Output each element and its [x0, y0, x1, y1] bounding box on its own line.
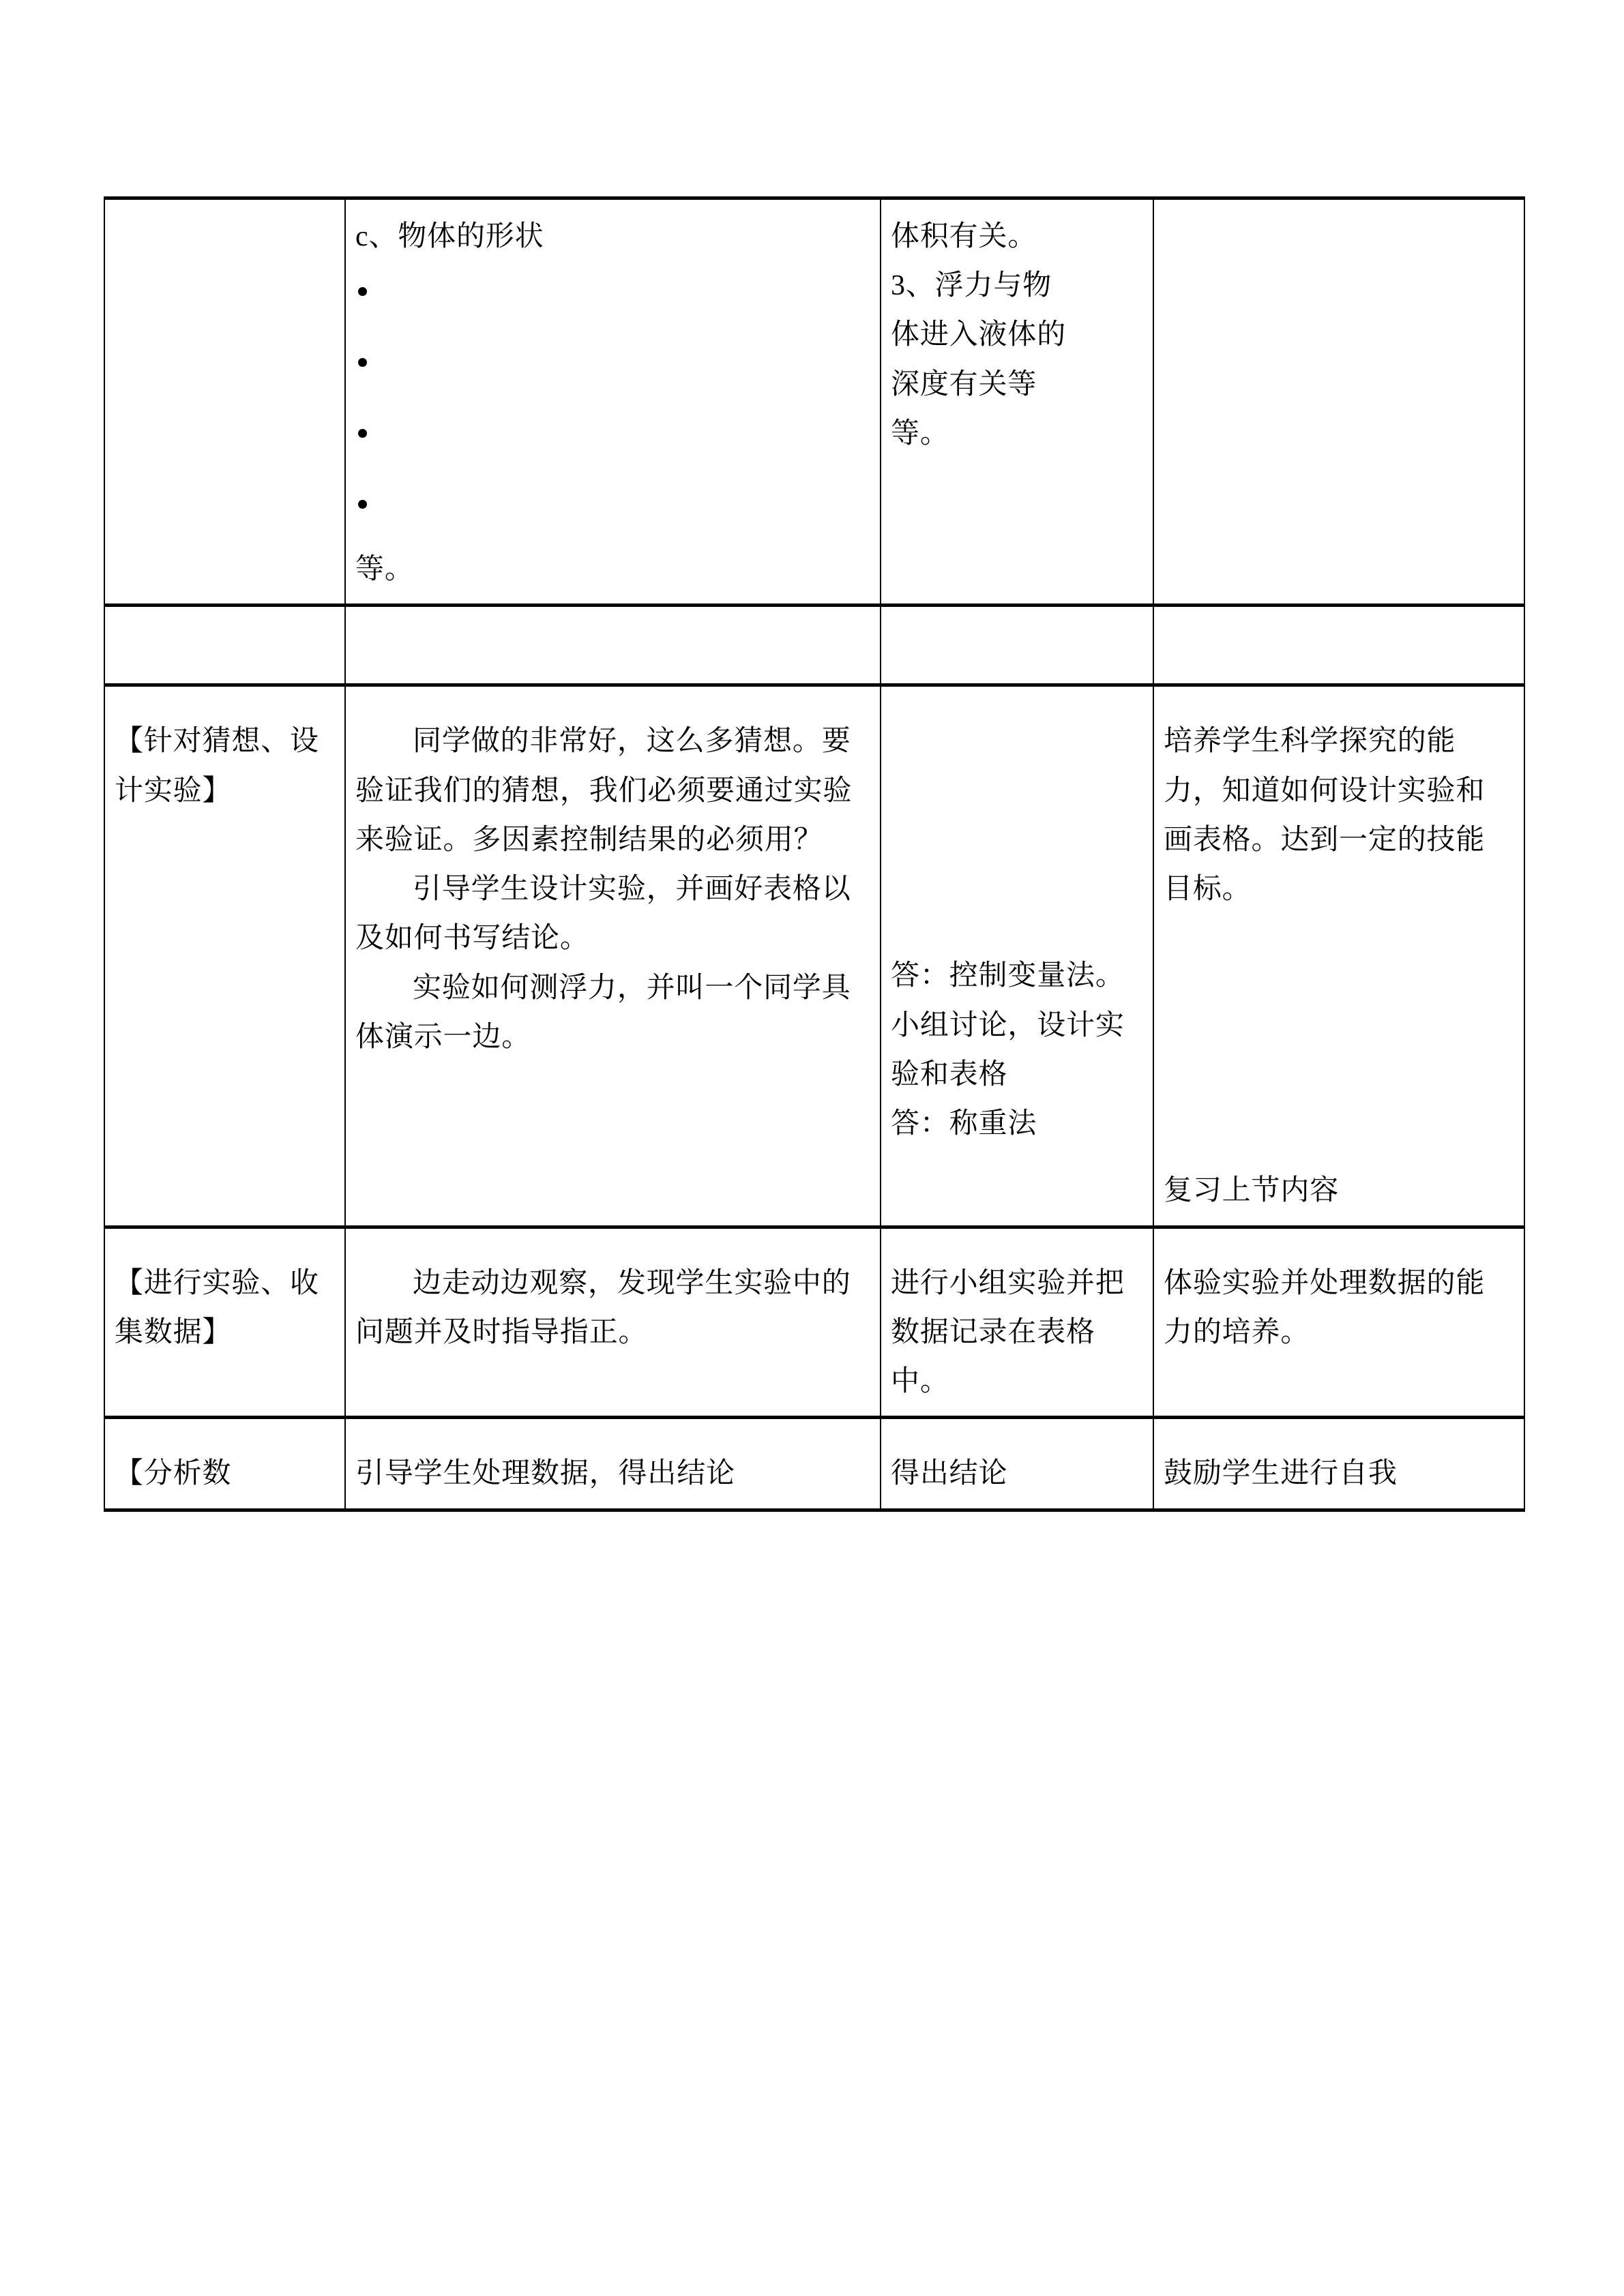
spacer: [891, 699, 1143, 904]
spacer: [891, 1241, 1143, 1259]
cell-stage-blank: [104, 606, 345, 685]
teacher-paragraph-1: 同学做的非常好，这么多猜想。要验证我们的猜想，我们必须要通过实验来验证。多因素控制结果的必须用？: [355, 726, 853, 856]
cell-teacher-continuation: [345, 198, 881, 606]
cell-teacher-do-experiment: [345, 1227, 881, 1418]
table-row: [104, 1227, 1524, 1418]
cell-student-continuation: [881, 198, 1153, 606]
teacher-paragraph-2: 引导学生设计实验，并画好表格以及如何书写结论。: [355, 874, 851, 955]
spacer: [1164, 914, 1514, 1118]
cell-teacher-guess-design: [345, 685, 881, 1227]
teacher-text-do-experiment: 边走动边观察，发现学生实验中的问题并及时指导指正。: [355, 1267, 851, 1348]
stage-label-do-experiment: 【进行实验、收集数据】: [115, 1267, 319, 1348]
spacer: [1164, 699, 1514, 717]
cell-teacher-analyze-data: [345, 1418, 881, 1510]
cell-intent-do-experiment: [1153, 1227, 1524, 1418]
spacer: [891, 904, 1143, 951]
student-line-3: 体进入液体的: [891, 319, 1067, 351]
cell-teacher-blank: [345, 606, 881, 685]
spacer: [115, 699, 335, 717]
table-row: [104, 685, 1524, 1227]
spacer: [1164, 1241, 1514, 1259]
teacher-text-analyze-data: 引导学生处理数据，得出结论: [355, 1458, 735, 1490]
cell-student-guess-design: [881, 685, 1153, 1227]
stage-label-guess-design: 【针对猜想、设计实验】: [115, 726, 319, 807]
cell-stage-continuation: [104, 198, 345, 606]
stage-label-analyze-data: 【分析数: [115, 1458, 232, 1490]
cell-stage-guess-design: [104, 685, 345, 1227]
teacher-paragraph-3: 实验如何测浮力，并叫一个同学具体演示一边。: [355, 972, 851, 1053]
spacer: [115, 1241, 335, 1259]
teacher-line-shape: c、物体的形状: [355, 221, 544, 252]
intent-text-analyze-data: 鼓励学生进行自我: [1164, 1458, 1398, 1490]
spacer: [355, 699, 870, 717]
intent-main-text: 培养学生科学探究的能力，知道如何设计实验和画表格。达到一定的技能目标。: [1164, 726, 1486, 906]
list-item: [355, 332, 870, 403]
student-line-5: 等。: [891, 417, 949, 449]
list-item: [355, 261, 870, 332]
student-answer-1: 答：控制变量法。: [891, 960, 1125, 992]
table-row: [104, 198, 1524, 606]
cell-intent-guess-design: [1153, 685, 1524, 1227]
intent-text-do-experiment: 体验实验并处理数据的能力的培养。: [1164, 1267, 1486, 1348]
spacer: [355, 1431, 870, 1449]
cell-student-analyze-data: [881, 1418, 1153, 1510]
spacer: [115, 1431, 335, 1449]
student-activity-1: 小组讨论，设计实验和表格: [891, 1009, 1125, 1090]
spacer: [355, 1241, 870, 1259]
cell-intent-continuation: [1153, 198, 1524, 606]
student-line-2: 3、浮力与物: [891, 270, 1052, 302]
table-row: [104, 1418, 1524, 1510]
teacher-bullet-list: [355, 261, 870, 545]
spacer: [891, 1431, 1143, 1449]
student-line-4: 深度有关等: [891, 368, 1037, 400]
cell-stage-analyze-data: [104, 1418, 345, 1510]
cell-student-blank: [881, 606, 1153, 685]
intent-note-text: 复习上节内容: [1164, 1175, 1340, 1207]
cell-stage-do-experiment: [104, 1227, 345, 1418]
teacher-line-etc: 等。: [355, 554, 414, 586]
table-row: [104, 606, 1524, 685]
student-text-do-experiment: 进行小组实验并把数据记录在表格中。: [891, 1267, 1125, 1398]
list-item: [355, 403, 870, 474]
list-item: [355, 474, 870, 545]
spacer: [1164, 1118, 1514, 1166]
student-line-1: 体积有关。: [891, 221, 1037, 252]
student-answer-2: 答：称重法: [891, 1108, 1037, 1140]
spacer: [1164, 1431, 1514, 1449]
cell-intent-blank: [1153, 606, 1524, 685]
lesson-plan-table: [104, 196, 1525, 1512]
cell-student-do-experiment: [881, 1227, 1153, 1418]
cell-intent-analyze-data: [1153, 1418, 1524, 1510]
student-text-analyze-data: 得出结论: [891, 1458, 1008, 1490]
